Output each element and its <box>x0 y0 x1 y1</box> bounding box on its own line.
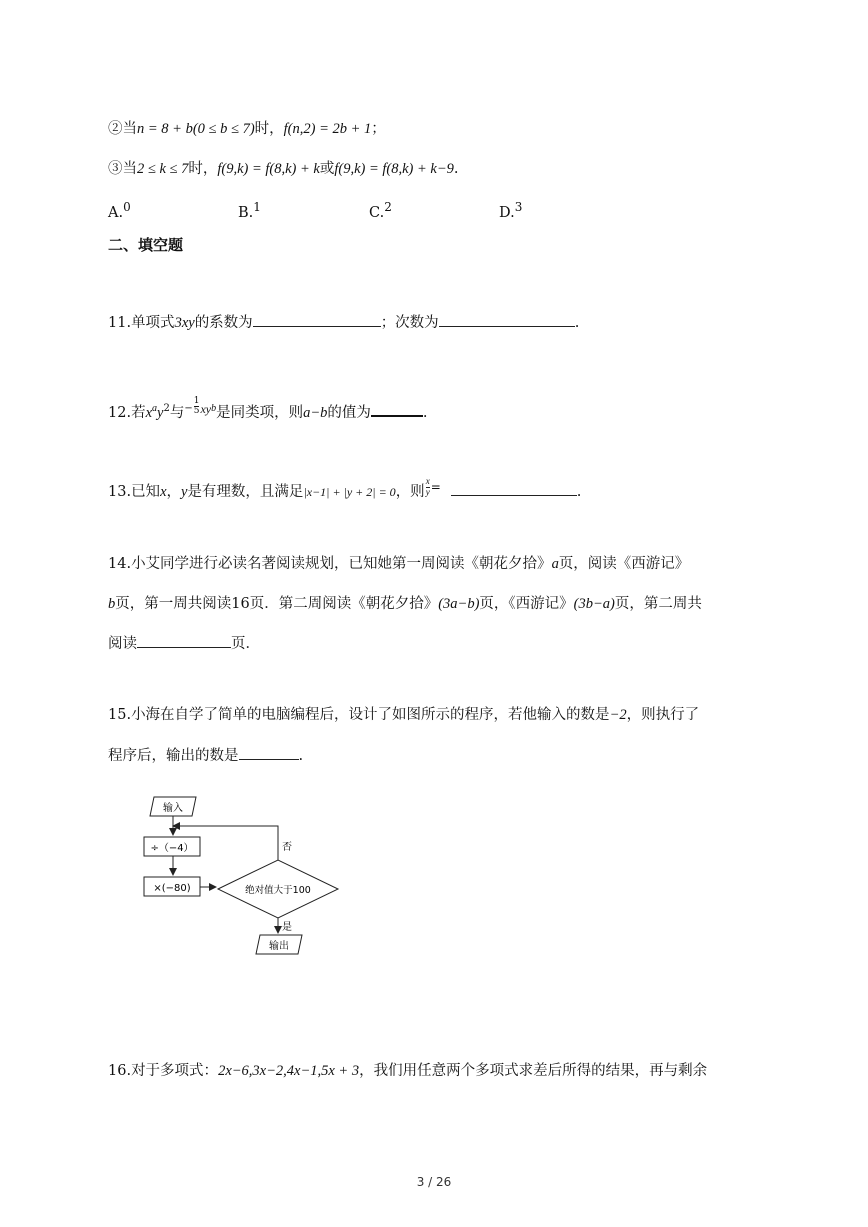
answer-blank[interactable] <box>137 634 231 648</box>
question-15-line2: 程序后，输出的数是 . <box>108 748 304 764</box>
statement-2: ②当n = 8 + b(0 ≤ b ≤ 7)时，f(n,2) = 2b + 1； <box>108 121 386 137</box>
question-14-line1: 14.小艾同学进行必读名著阅读规划，已知她第一周阅读《朝花夕拾》a页，阅读《西游记》 <box>108 556 690 572</box>
page-number: 3 / 26 <box>416 1175 452 1189</box>
question-15-line1: 15.小海在自学了简单的电脑编程后，设计了如图所示的程序，若他输入的数是−2，则执行了 <box>108 707 700 723</box>
yes-label: 是 <box>282 922 292 933</box>
option-c[interactable]: C.$^2$ <box>369 200 392 221</box>
statement-3: ③当2 ≤ k ≤ 7时，f(9,k) = f(8,k) + k或f(9,k) = f(8,k) + k−9. <box>108 161 459 177</box>
option-a[interactable]: A.$^0$ <box>108 200 131 221</box>
fraction: $\frac{x}{y}$ <box>425 476 430 497</box>
no-label: 否 <box>282 842 292 853</box>
multiply-label: ×(−80) <box>153 883 191 894</box>
option-d[interactable]: D.$^3$ <box>499 200 523 221</box>
answer-blank[interactable] <box>439 313 575 327</box>
option-b[interactable]: B.$^1$ <box>238 200 261 221</box>
question-14-line2: b页，第一周共阅读16页．第二周阅读《朝花夕拾》(3a−b)页，《西游记》(3b−a)页，第二周共 <box>108 596 702 612</box>
program-flowchart <box>140 790 350 960</box>
question-11: 11.单项式3xy的系数为 ；次数为 . <box>108 315 580 331</box>
answer-blank[interactable] <box>253 313 381 327</box>
question-14-line3: 阅读 页． <box>108 636 260 652</box>
question-13: 13.已知x，y是有理数，且满足|x−1| + |y + 2| = 0，则$\frac{x}{y}$ = . <box>108 476 582 500</box>
input-box <box>150 797 196 816</box>
multiply-box <box>144 877 200 896</box>
decision-label: 绝对值大于100 <box>245 885 311 896</box>
answer-blank[interactable] <box>239 746 299 760</box>
divide-label: ÷（−4） <box>150 843 194 854</box>
decision-diamond <box>218 860 338 918</box>
answer-blank[interactable] <box>451 482 577 496</box>
question-12: 12.若$x^ay^2$与− $\frac{1}{5}$ $^{xyb}$是同类项，则a−b的值为 . <box>108 396 428 421</box>
output-label: 输出 <box>269 941 289 952</box>
output-box <box>256 935 302 954</box>
input-label: 输入 <box>163 803 183 814</box>
question-16: 16.对于多项式：2x−6,3x−2,4x−1,5x + 3，我们用任意两个多项式求差后所得的结果，再与剩余 <box>108 1063 708 1079</box>
divide-box <box>144 837 200 856</box>
answer-blank[interactable] <box>371 402 423 417</box>
fraction: $\frac{1}{5}$ <box>193 396 200 417</box>
section-title: 二、填空题 <box>108 236 184 254</box>
